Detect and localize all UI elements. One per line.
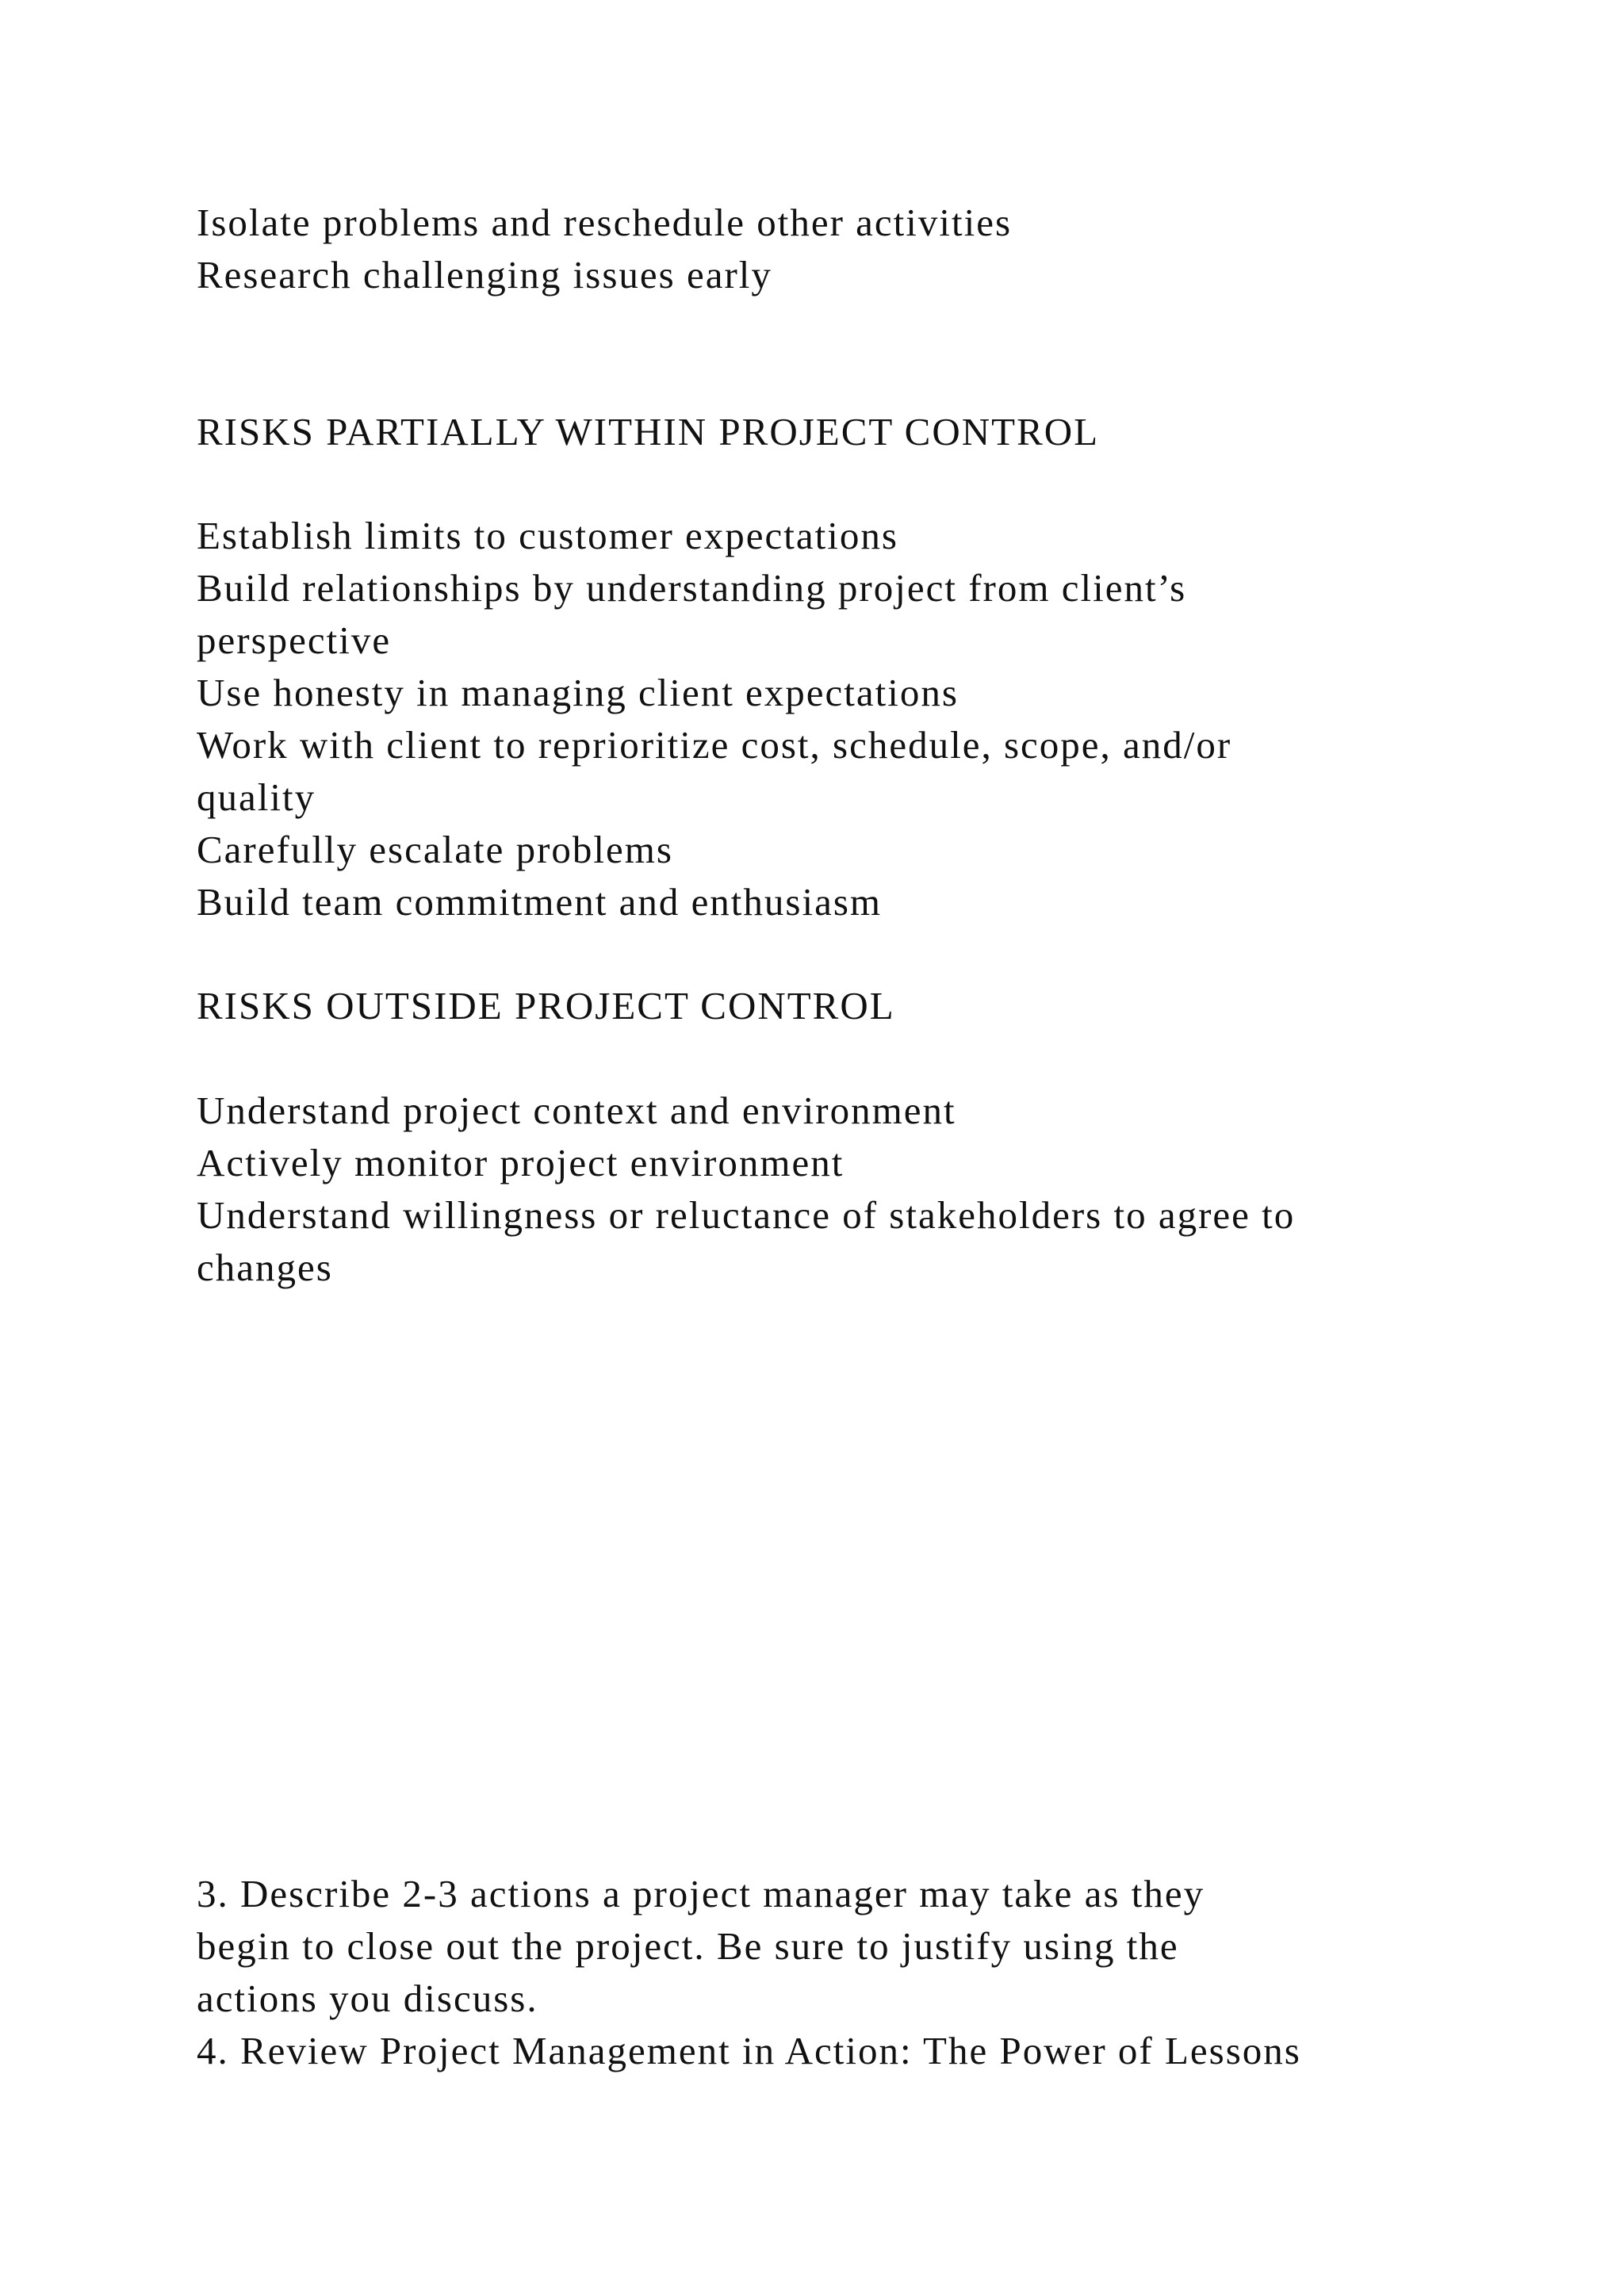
question-line: 3. Describe 2-3 actions a project manager may take as they <box>197 1872 1205 1915</box>
text-line: Understand willingness or reluctance of stakeholders to agree to <box>197 1193 1296 1237</box>
text-line: Build team commitment and enthusiasm <box>197 880 883 924</box>
text-line: Build relationships by understanding project from client’s <box>197 566 1187 610</box>
text-line: perspective <box>197 618 392 662</box>
text-line: Carefully escalate problems <box>197 828 673 871</box>
text-line: Actively monitor project environment <box>197 1141 845 1184</box>
text-line: Understand project context and environment <box>197 1089 956 1132</box>
section-heading: RISKS PARTIALLY WITHIN PROJECT CONTROL <box>197 410 1100 453</box>
section-heading: RISKS OUTSIDE PROJECT CONTROL <box>197 984 895 1027</box>
text-line: changes <box>197 1246 333 1289</box>
text-line: Isolate problems and reschedule other activities <box>197 201 1013 244</box>
text-line: quality <box>197 775 316 819</box>
question-line: actions you discuss. <box>197 1976 538 2020</box>
text-line: Research challenging issues early <box>197 253 772 297</box>
question-line: begin to close out the project. Be sure to justify using the <box>197 1924 1179 1968</box>
text-line: Work with client to reprioritize cost, schedule, scope, and/or <box>197 723 1232 767</box>
question-line: 4. Review Project Management in Action: The Power of Lessons <box>197 2029 1301 2072</box>
text-line: Use honesty in managing client expectations <box>197 671 959 714</box>
text-line: Establish limits to customer expectations <box>197 514 898 557</box>
